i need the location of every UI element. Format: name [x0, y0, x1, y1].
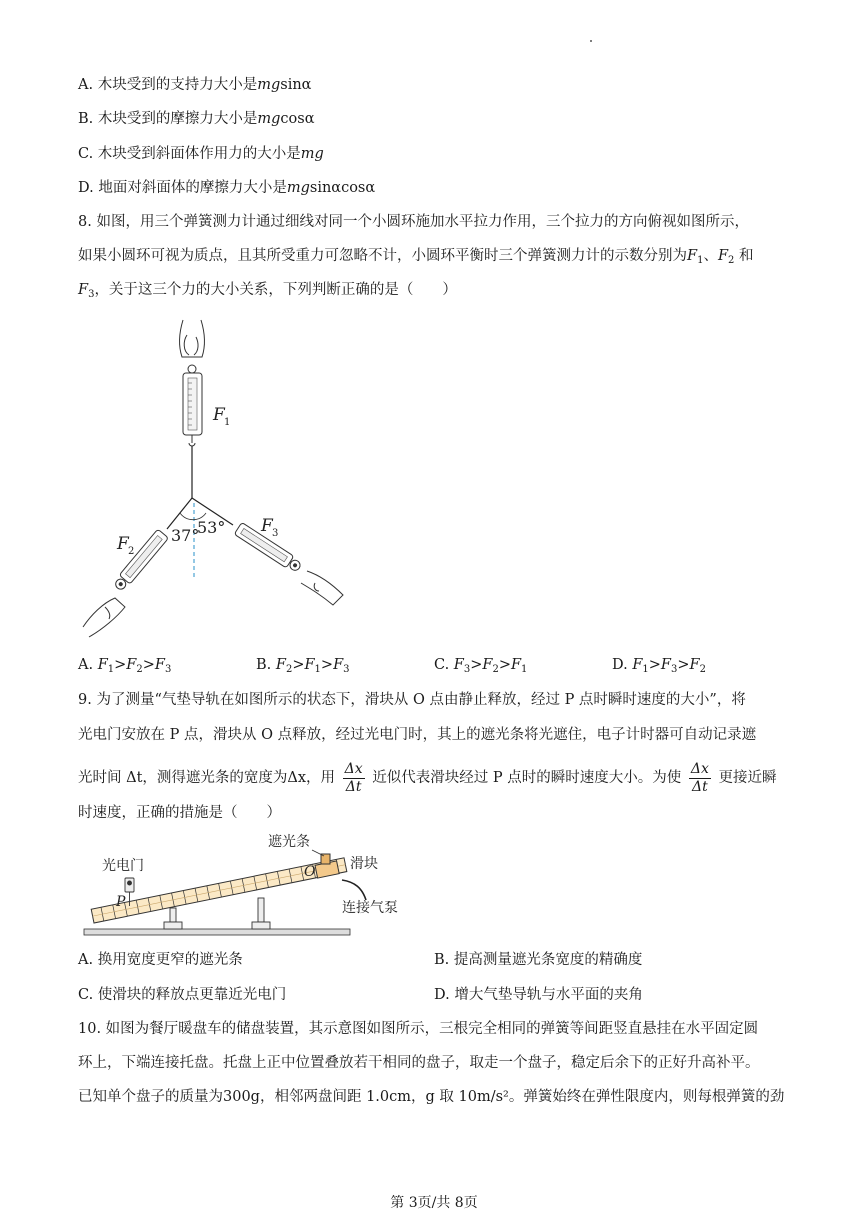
q9-option-b: B. 提高测量遮光条宽度的精确度	[434, 952, 643, 968]
q8-option-a: A. $F_1>F_2>F_3$	[78, 657, 172, 675]
q9-option-d: D. 增大气垫导轨与水平面的夹角	[434, 987, 643, 1003]
q9-option-a: A. 换用宽度更窄的遮光条	[78, 952, 243, 968]
q7-option-d: D. 地面对斜面体的摩擦力大小是mgsinαcosα	[78, 180, 376, 196]
slider	[315, 854, 339, 878]
q7-option-a: A. 木块受到的支持力大小是mgsinα	[78, 77, 312, 93]
q9-stem-line2: 光电门安放在 P 点，滑块从 O 点释放，经过光电门时，其上的遮光条将光遮住，电子计时器可自动记录遮	[78, 727, 757, 743]
label-f3: F	[261, 516, 273, 536]
q8-force-diagram	[75, 315, 365, 640]
label-photogate: 光电门	[102, 858, 144, 874]
angle-37: 37°	[171, 526, 200, 545]
top-hand	[179, 320, 204, 357]
q8-stem-line2: 如果小圆环可视为质点，且其所受重力可忽略不计，小圆环平衡时三个弹簧测力计的示数分别为$F_1$、$F_2$ 和	[78, 248, 754, 266]
q8-option-b: B. $F_2>F_1>F_3$	[256, 657, 350, 675]
air-hose	[342, 880, 366, 900]
label-o: O	[304, 864, 316, 880]
q8-option-d: D. $F_1>F_3>F_2$	[612, 657, 706, 675]
label-f3-sub: 3	[272, 528, 279, 539]
q7-option-c: C. 木块受到斜面体作用力的大小是mg	[78, 146, 324, 162]
label-p: P	[116, 894, 126, 910]
q8-stem-line1: 8. 如图，用三个弹簧测力计通过细线对同一个小圆环施加水平拉力作用，三个拉力的方向俯视如图所示，	[78, 214, 749, 230]
q8-stem-line3: $F_3$，关于这三个力的大小关系，下列判断正确的是（ ）	[78, 282, 457, 300]
label-f1: F	[213, 405, 225, 425]
q10-stem-line1: 10. 如图为餐厅暖盘车的储盘装置，其示意图如图所示，三根完全相同的弹簧等间距竖直悬挂在水平固定圆	[78, 1021, 759, 1037]
ground	[84, 929, 350, 935]
q7-option-b: B. 木块受到的摩擦力大小是mgcosα	[78, 111, 315, 127]
label-pump: 连接气泵	[342, 900, 398, 916]
label-slider: 滑块	[350, 856, 378, 872]
label-f2-sub: 2	[128, 546, 135, 557]
q9-stem-line4: 时速度，正确的措施是（ ）	[78, 805, 281, 821]
top-spring-scale	[183, 365, 202, 446]
fraction-dx-dt-2: $\frac{\Delta x}{\Delta t}$	[690, 760, 709, 795]
q10-stem-line2: 环上，下端连接托盘。托盘上正中位置叠放若干相同的盘子，取走一个盘子，稳定后余下的正好升高补平。	[78, 1055, 760, 1071]
q9-air-track-diagram	[80, 828, 410, 940]
fraction-dx-dt: $\frac{\Delta x}{\Delta t}$	[344, 760, 363, 795]
label-light-strip: 遮光条	[268, 834, 310, 850]
q9-option-c: C. 使滑块的释放点更靠近光电门	[78, 987, 287, 1003]
q9-stem-line3: 光时间 Δt，测得遮光条的宽度为Δx，用 $\frac{\Delta x}{\Delta t}$ 近似代表滑块经过 P 点时的瞬时速度大小。为使 $\frac{\Delta x}{\Delta t}$ 更接近瞬	[78, 760, 777, 795]
bottom-right-hand	[301, 571, 343, 605]
q10-stem-line3: 已知单个盘子的质量为300g，相邻两盘间距 1.0cm，g 取 10m/s²。弹簧始终在弹性限度内，则每根弹簧的劲	[78, 1089, 785, 1105]
strings	[167, 446, 233, 529]
angle-53: 53°	[197, 518, 226, 537]
q9-stem-line1: 9. 为了测量“气垫导轨在如图所示的状态下，滑块从 O 点由静止释放，经过 P 点时瞬时速度的大小”，将	[78, 692, 746, 708]
q8-option-c: C. $F_3>F_2>F_1$	[434, 657, 528, 675]
label-f1-sub: 1	[224, 417, 231, 428]
stray-dot	[590, 40, 592, 42]
label-f2: F	[117, 534, 129, 554]
page-footer: 第 3页/共 8页	[390, 1195, 478, 1211]
bottom-left-hand	[83, 598, 125, 637]
